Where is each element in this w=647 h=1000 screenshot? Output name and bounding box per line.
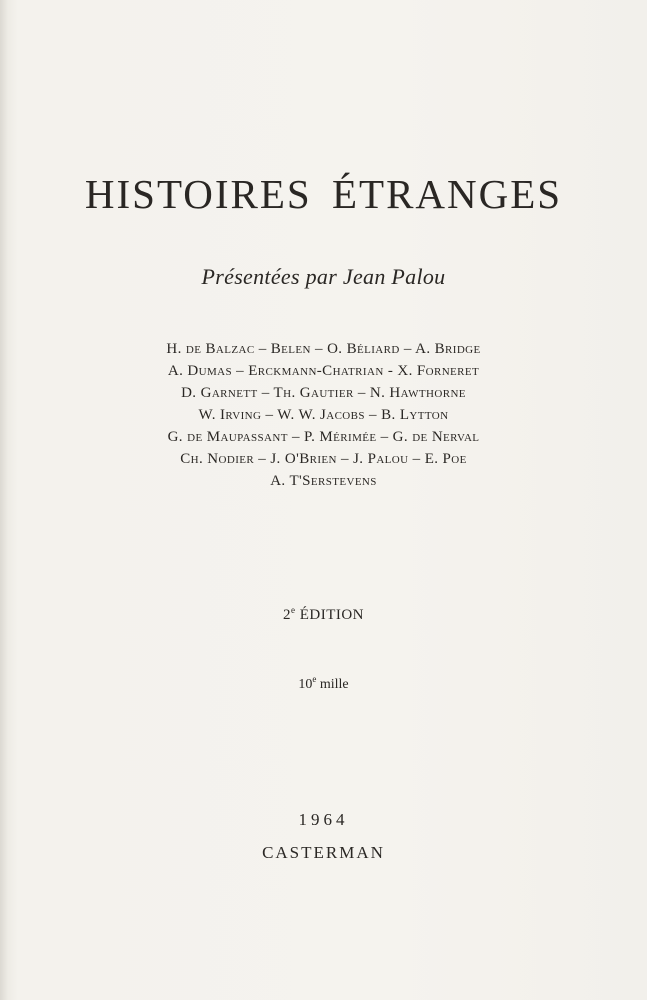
author-line: G. de Maupassant – P. Mérimée – G. de Nerval <box>167 429 480 445</box>
edition-statement <box>0 603 647 627</box>
author-line: Ch. Nodier – J. O'Brien – J. Palou – E. Poe <box>180 451 467 467</box>
author-line: A. Dumas – Erckmann-Chatrian - X. Forneret <box>167 363 480 379</box>
author-line: D. Garnett – Th. Gautier – N. Hawthorne <box>181 385 466 401</box>
author-line: W. Irving – W. W. Jacobs – B. Lytton <box>198 407 449 423</box>
printing-statement <box>0 674 647 696</box>
publisher-name: CASTERMAN <box>262 843 385 862</box>
author-line: H. de Balzac – Belen – O. Béliard – A. Bridge <box>166 341 481 357</box>
printing-label: mille <box>319 677 349 692</box>
publication-year: 1964 <box>298 810 349 829</box>
printing-superscript: e <box>312 674 317 684</box>
book-title: HISTOIRES ÉTRANGES <box>84 171 563 217</box>
edition-label: ÉDITION <box>299 607 365 623</box>
edition-superscript: e <box>290 605 296 615</box>
editor-credit: Présentées par Jean Palou <box>201 264 446 289</box>
author-list <box>0 338 647 492</box>
author-line: A. T'Serstevens <box>270 473 377 489</box>
edition-number: 2 <box>282 607 291 623</box>
printing-number: 10 <box>298 677 313 692</box>
